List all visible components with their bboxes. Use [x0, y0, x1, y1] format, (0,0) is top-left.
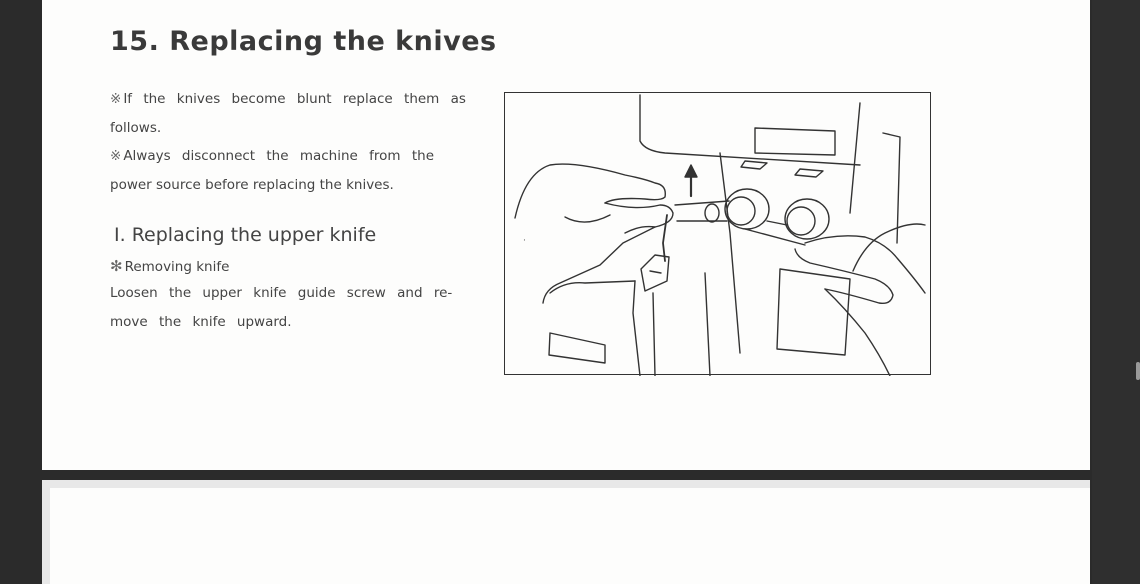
scrollbar-thumb[interactable] [1136, 362, 1140, 380]
next-manual-page [42, 480, 1090, 584]
subsection-title: . Replacing the upper knife [119, 224, 377, 246]
knife-replacement-illustration [504, 92, 931, 375]
svg-text:·: · [523, 236, 526, 246]
instruction-line2: move the knife upward. [110, 314, 292, 330]
note-disconnect-text: Always disconnect the machine from the [123, 148, 435, 164]
asterisk-icon: ✻ [110, 257, 123, 275]
note-blunt-text: If the knives become blunt replace them as [123, 91, 466, 107]
section-title: 15. Replacing the knives [110, 26, 497, 57]
step-heading [110, 257, 229, 275]
reference-mark-icon: ※ [110, 91, 122, 107]
note-blunt-line2: follows. [110, 120, 162, 136]
manual-page [42, 0, 1090, 470]
step-title: Removing knife [124, 259, 230, 275]
note-disconnect-line2: power source before replacing the knives. [110, 177, 394, 193]
note-disconnect-line1 [110, 148, 434, 164]
illustration-drawing [505, 93, 932, 376]
viewer-side-panel [1092, 0, 1140, 584]
reference-mark-icon: ※ [110, 148, 122, 164]
note-blunt-line1 [110, 91, 466, 107]
subsection-numeral: I [114, 224, 120, 246]
instruction-line1: Loosen the upper knife guide screw and re- [110, 285, 453, 301]
subsection-heading [114, 224, 376, 246]
next-page-body [50, 488, 1090, 584]
